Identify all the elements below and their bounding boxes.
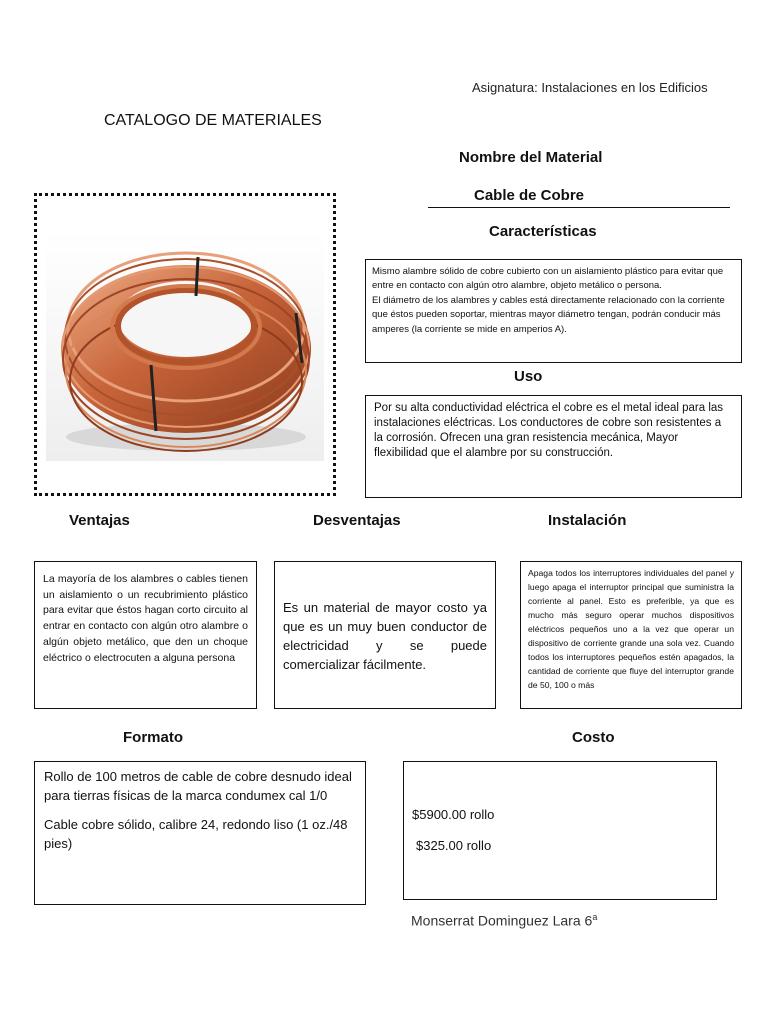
subject-label: Asignatura: Instalaciones en los Edificios	[472, 80, 708, 95]
catalog-title: CATALOGO DE MATERIALES	[104, 112, 322, 129]
caracteristicas-heading: Características	[489, 223, 597, 240]
material-name: Cable de Cobre	[474, 187, 585, 204]
price-1: $5900.00 rollo	[412, 807, 495, 822]
ventajas-heading: Ventajas	[69, 512, 130, 529]
author-line	[411, 912, 597, 929]
uso-text: Por su alta conductividad eléctrica el cobre es el metal ideal para las instalaciones eléctricas. Los conductores de cobre son resistentes a la corrosión. Ofrecen una gran resistencia mecánica, Mayor flexibilidad que el alambre por su construcción.	[374, 402, 724, 459]
desventajas-box	[274, 561, 496, 709]
product-image-frame	[34, 193, 336, 496]
copper-cable-coil-image	[46, 231, 324, 461]
caracteristicas-box	[365, 259, 742, 363]
formato-heading: Formato	[123, 729, 183, 746]
instalacion-box	[520, 561, 742, 709]
material-name-heading: Nombre del Material	[459, 149, 603, 166]
name-underline	[428, 207, 730, 208]
author-name: Monserrat Dominguez Lara 6	[411, 912, 593, 929]
author-grade-mark: a	[592, 912, 598, 922]
ventajas-box	[34, 561, 257, 709]
formato-line-1: Rollo de 100 metros de cable de cobre desnudo ideal para tierras físicas de la marca condumex cal 1/0	[44, 769, 352, 803]
formato-box	[34, 761, 366, 905]
caracteristicas-text-1: Mismo alambre sólido de cobre cubierto con un aislamiento plástico para evitar que entre en contacto con algún otro alambre, objeto metálico o persona.	[372, 266, 724, 292]
costo-box	[403, 761, 717, 900]
desventajas-text: Es un material de mayor costo ya que es un muy buen conductor de electricidad y se puede comercializar fácilmente.	[283, 600, 487, 672]
caracteristicas-text-2: El diámetro de los alambres y cables está directamente relacionado con la corriente que éstos pueden soportar, mientras mayor diámetro tengan, podrán conducir más amperes (la corriente se mide en amperios A).	[372, 294, 725, 335]
costo-heading: Costo	[572, 729, 615, 746]
formato-line-2: Cable cobre sólido, calibre 24, redondo liso (1 oz./48 pies)	[44, 817, 348, 851]
uso-heading: Uso	[514, 368, 543, 385]
ventajas-text: La mayoría de los alambres o cables tienen un aislamiento o un recubrimiento plástico para evitar que éstos hagan corto circuito al entrar en contacto con algún otro alambre o algún objeto metálico, que den un choque eléctrico o electrocuten a alguna persona	[43, 573, 248, 664]
instalacion-text: Apaga todos los interruptores individuales del panel y luego apaga el interruptor principal que suministra la corriente al panel. Esto es preferible, ya que es mucho más seguro operar muchos dispositivos eléctricos pequeños uno a la vez que operar un dispositivo de corriente grande una sola vez. Cuando todos los interruptores pequeños estén apagados, la cantidad de corriente que fluye del interruptor grande de 50, 100 o más	[528, 568, 734, 690]
desventajas-heading: Desventajas	[313, 512, 401, 529]
price-2: $325.00 rollo	[416, 838, 492, 853]
instalacion-heading: Instalación	[548, 512, 627, 529]
uso-box	[365, 395, 742, 498]
